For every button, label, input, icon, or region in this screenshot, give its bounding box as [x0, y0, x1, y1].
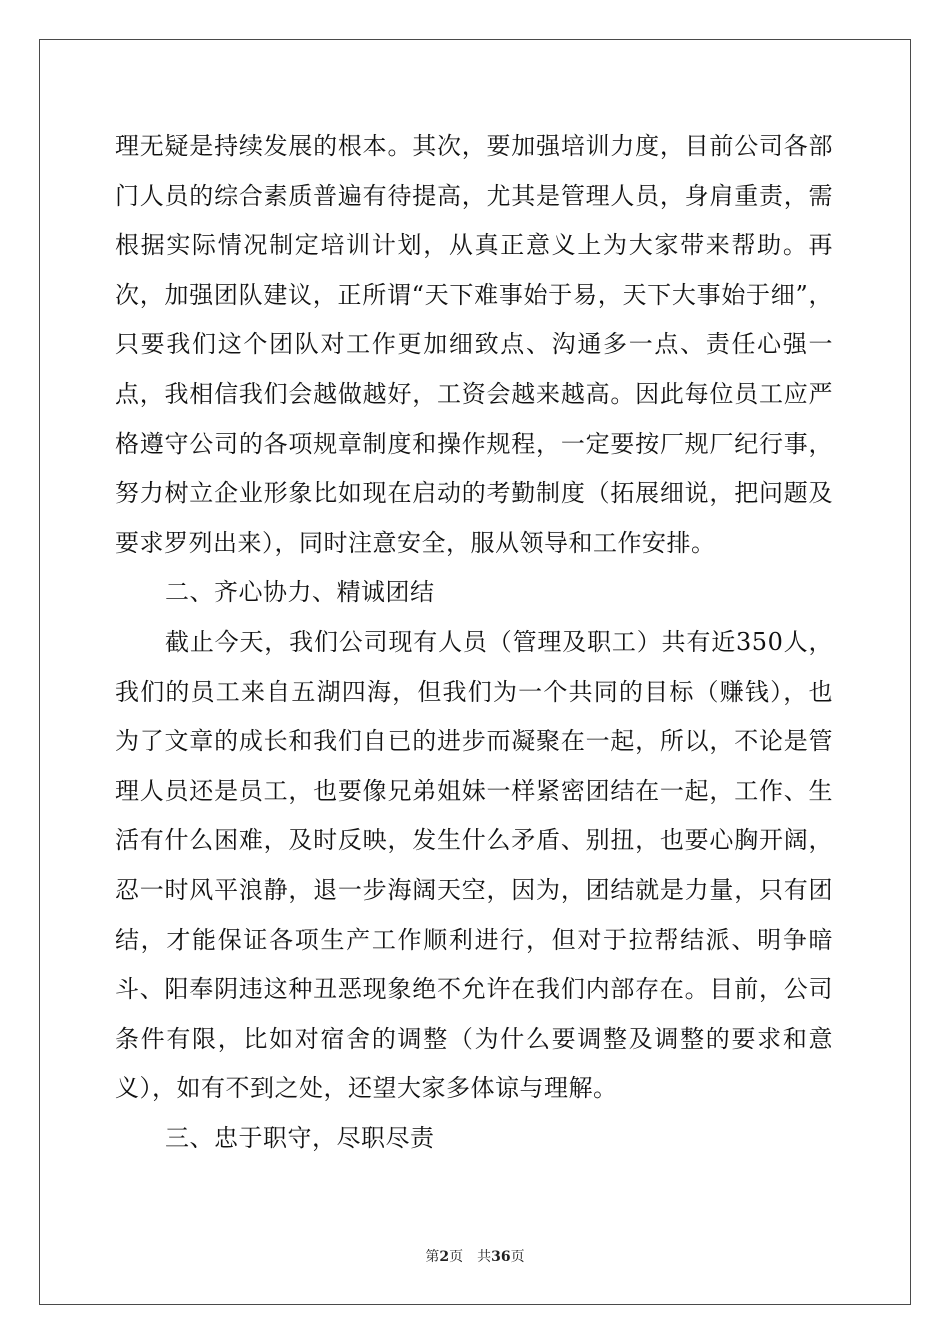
- section-heading-3: 三、忠于职守，尽职尽责: [165, 1123, 435, 1152]
- page-suffix: 页: [449, 1249, 464, 1265]
- paragraph-continuation: 理无疑是持续发展的根本。其次，要加强培训力度，目前公司各部门人员的综合素质普遍有待提高，尤其是管理人员，身肩重责，需根据实际情况制定培训计划，从真正意义上为大家带来帮助。再次，加强团队建议，正所谓“天下难事始于易，天下大事始于细”，只要我们这个团队对工作更加细致点、沟通多一点、责任心强一点，我相信我们会越做越好，工资会越来越高。因此每位员工应严格遵守公司的各项规章制度和操作规程，一定要按厂规厂纪行事，努力树立企业形象比如现在启动的考勤制度（拓展细说，把问题及要求罗列出来），同时注意安全，服从领导和工作安排。: [115, 132, 833, 557]
- total-prefix: 共: [477, 1249, 492, 1265]
- paragraph-unity: 截止今天，我们公司现有人员（管理及职工）共有近350人，我们的员工来自五湖四海，但我们为一个共同的目标（赚钱），也为了文章的成长和我们自已的进步而凝聚在一起，所以，不论是管理人员还是员工，也要像兄弟姐妹一样紧密团结在一起，工作、生活有什么困难，及时反映，发生什么矛盾、别扭，也要心胸开阔，忍一时风平浪静，退一步海阔天空，因为，团结就是力量，只有团结，才能保证各项生产工作顺利进行，但对于拉帮结派、明争暗斗、阳奉阴违这种丑恶现象绝不允许在我们内部存在。目前，公司条件有限，比如对宿舍的调整（为什么要调整及调整的要求和意义），如有不到之处，还望大家多体谅与理解。: [115, 627, 833, 1103]
- total-pages: 36: [491, 1249, 511, 1265]
- total-suffix: 页: [510, 1249, 525, 1265]
- page-prefix: 第: [425, 1249, 440, 1265]
- page-footer: [0, 1246, 950, 1266]
- document-body: [115, 122, 833, 1163]
- page-number: 2: [439, 1249, 450, 1265]
- section-heading-2: 二、齐心协力、精诚团结: [165, 578, 435, 607]
